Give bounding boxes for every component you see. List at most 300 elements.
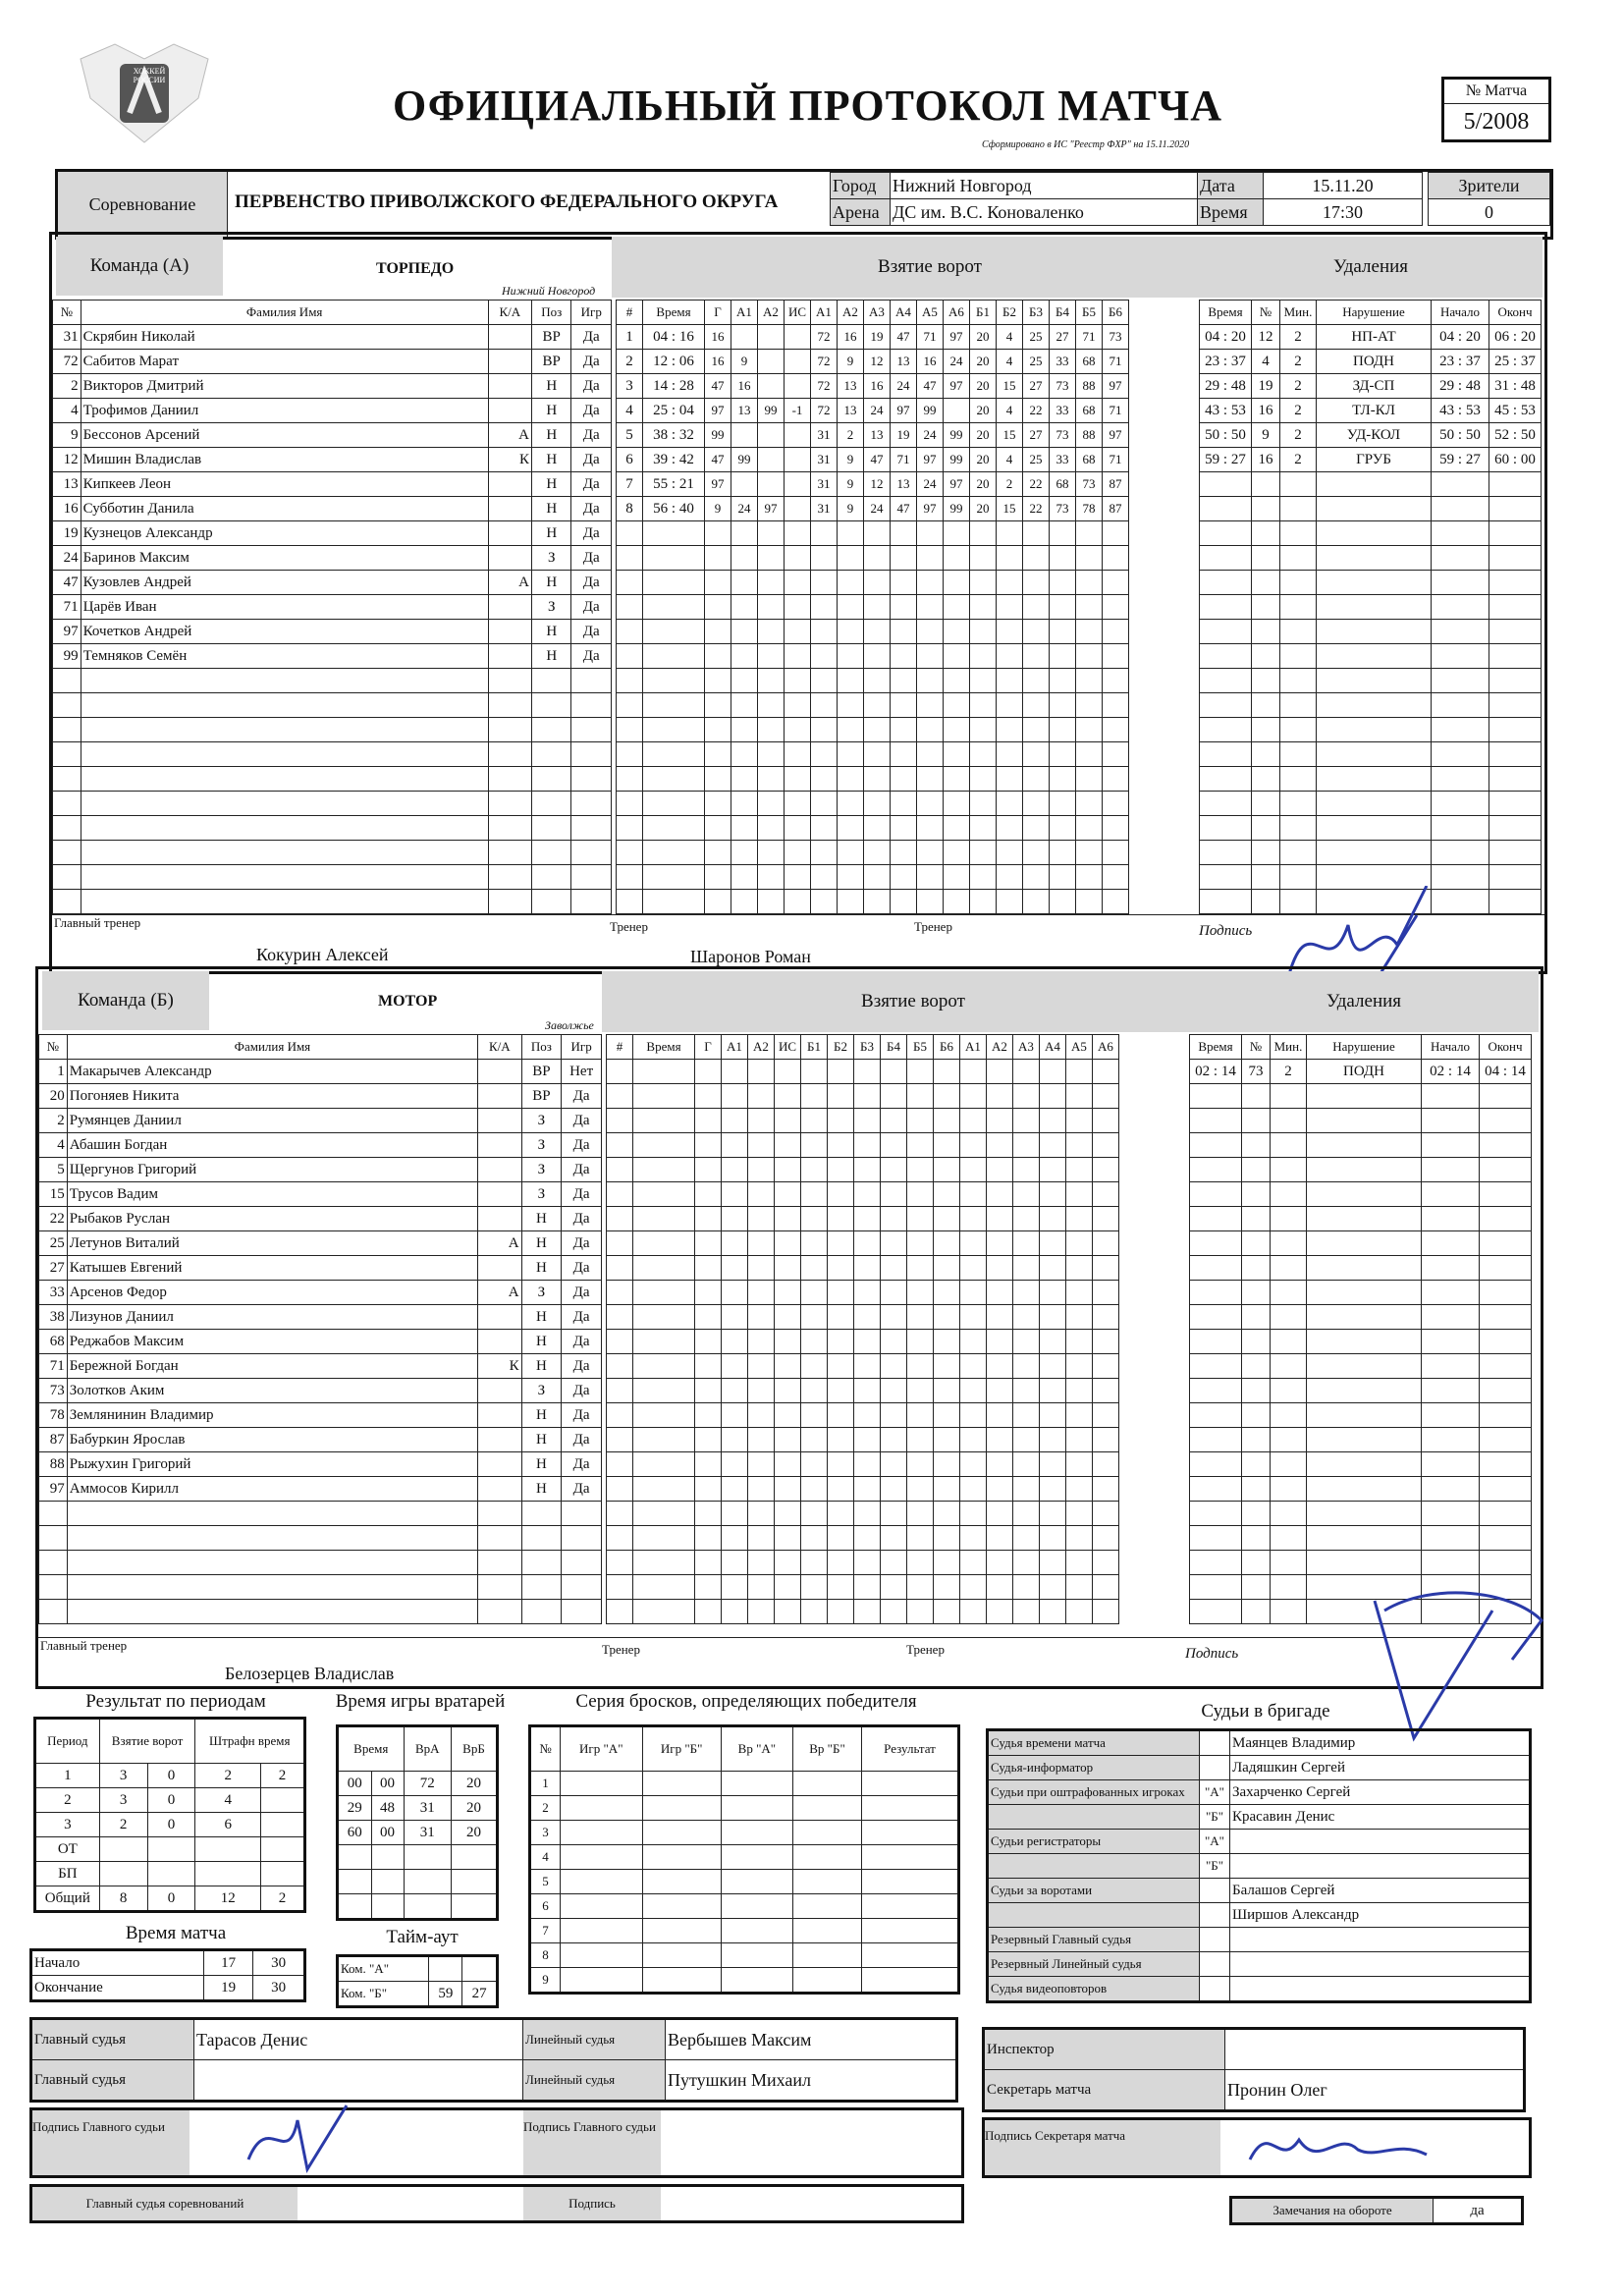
goal-cell — [854, 1256, 881, 1281]
goal-cell — [617, 890, 643, 914]
goal-cell — [970, 571, 997, 595]
end-h: 19 — [204, 1976, 253, 2001]
goal-cell — [775, 1526, 801, 1551]
goal-cell — [785, 792, 811, 816]
match-no-label: № Матча — [1443, 79, 1550, 104]
shootout-cell — [642, 1968, 721, 1994]
referee-row — [988, 1830, 1531, 1854]
goal-cell — [758, 546, 785, 571]
goal-cell — [748, 1575, 775, 1600]
goal-cell — [617, 620, 643, 644]
pen-cell — [1422, 1207, 1480, 1231]
penalty-row — [1190, 1526, 1532, 1551]
shootout-header: Вр "А" — [721, 1726, 792, 1772]
goal-cell — [944, 620, 970, 644]
player-pos: Н — [521, 1354, 562, 1379]
end-label: Окончание — [31, 1976, 204, 2001]
goal-cell — [607, 1354, 633, 1379]
goal-cell — [838, 865, 864, 890]
goal-cell — [1050, 816, 1076, 841]
goal-cell: 72 — [811, 374, 838, 399]
pen-cell — [1271, 1231, 1307, 1256]
goal-cell — [775, 1207, 801, 1231]
goal-cell — [1103, 595, 1129, 620]
pen-cell — [1307, 1281, 1422, 1305]
shootout-cell — [862, 1821, 959, 1845]
goal-cell — [881, 1477, 907, 1502]
goal-header: Г — [705, 301, 731, 325]
pen-cell — [1489, 693, 1542, 718]
shootout-cell — [721, 1894, 792, 1919]
pen-cell — [1317, 718, 1432, 742]
pen-cell — [1200, 890, 1252, 914]
player-play: Нет — [562, 1060, 602, 1084]
pen-cell — [1271, 1109, 1307, 1133]
goal-header: Б1 — [970, 301, 997, 325]
goal-cell — [785, 620, 811, 644]
inspector-label: Инспектор — [984, 2029, 1225, 2070]
player-pos: З — [521, 1182, 562, 1207]
goal-cell — [1093, 1354, 1119, 1379]
goal-cell — [775, 1330, 801, 1354]
pen-cell — [1190, 1231, 1242, 1256]
goal-header: Г — [695, 1035, 722, 1060]
pen-cell — [1480, 1379, 1532, 1403]
player-pos: ВР — [532, 350, 571, 374]
goalie-cell: 48 — [371, 1796, 404, 1821]
player-number — [39, 1526, 68, 1551]
goal-cell: 15 — [997, 374, 1023, 399]
match-no: 5/2008 — [1443, 104, 1550, 141]
goal-cell — [1066, 1403, 1093, 1428]
goal-cell — [811, 693, 838, 718]
pen-cell — [1242, 1256, 1271, 1281]
goal-cell — [695, 1207, 722, 1231]
goal-cell — [828, 1526, 854, 1551]
goal-cell — [907, 1256, 934, 1281]
timeout-table — [336, 1954, 499, 2008]
goal-cell — [731, 816, 758, 841]
goal-cell — [997, 792, 1023, 816]
goal-cell — [987, 1600, 1013, 1624]
goal-cell — [828, 1305, 854, 1330]
goal-cell — [1066, 1305, 1093, 1330]
logo-text: ХОККЕЙ РОССИИ — [133, 67, 166, 84]
pen-cell — [1480, 1231, 1532, 1256]
goal-cell — [1013, 1158, 1040, 1182]
penalty-row — [1200, 742, 1542, 767]
goal-row — [617, 374, 1129, 399]
goal-cell — [934, 1330, 960, 1354]
pen-header: Нарушение — [1317, 301, 1432, 325]
pen-time: 23 : 37 — [1200, 350, 1252, 374]
goal-cell — [944, 767, 970, 792]
shootout-number: 9 — [530, 1968, 561, 1994]
pen-cell — [1422, 1084, 1480, 1109]
periods-title: Результат по периодам — [85, 1691, 266, 1712]
player-row — [39, 1379, 602, 1403]
goal-cell — [864, 521, 891, 546]
goal-cell — [633, 1084, 695, 1109]
goal-cell — [1040, 1354, 1066, 1379]
goal-cell — [643, 841, 705, 865]
goal-header: А5 — [1066, 1035, 1093, 1060]
pen-cell — [1432, 693, 1489, 718]
end-m: 30 — [253, 1976, 305, 2001]
goal-header: Б4 — [1050, 301, 1076, 325]
goal-cell — [1066, 1281, 1093, 1305]
player-name: Викторов Дмитрий — [81, 374, 488, 399]
player-name — [81, 841, 488, 865]
referee-sub — [1200, 1730, 1230, 1756]
roster-header: № — [53, 301, 81, 325]
goal-cell — [838, 890, 864, 914]
goal-cell — [801, 1305, 828, 1330]
goal-cell: 72 — [811, 325, 838, 350]
pen-cell — [1271, 1575, 1307, 1600]
goal-cell — [881, 1502, 907, 1526]
shootout-row — [530, 1821, 959, 1845]
goal-row — [607, 1452, 1119, 1477]
penalty-row — [1190, 1428, 1532, 1452]
goal-cell — [607, 1526, 633, 1551]
goal-cell — [758, 423, 785, 448]
goal-header: ИС — [785, 301, 811, 325]
goal-cell: 99 — [917, 399, 944, 423]
player-pos: Н — [521, 1452, 562, 1477]
goal-cell — [775, 1084, 801, 1109]
goal-row — [607, 1084, 1119, 1109]
goal-cell: 12 — [864, 350, 891, 374]
pen-cell — [1422, 1551, 1480, 1575]
referee-role: Резервный Линейный судья — [988, 1952, 1200, 1977]
period-row — [35, 1886, 305, 1912]
shootout-cell — [642, 1870, 721, 1894]
pen-cell — [1317, 792, 1432, 816]
goal-cell — [811, 816, 838, 841]
goal-cell: 24 — [864, 399, 891, 423]
goal-cell — [748, 1354, 775, 1379]
goal-cell — [695, 1256, 722, 1281]
goal-cell — [633, 1379, 695, 1403]
shootout-cell — [642, 1796, 721, 1821]
goal-cell — [1103, 693, 1129, 718]
pen-cell — [1252, 669, 1280, 693]
goal-cell — [643, 767, 705, 792]
goal-cell — [970, 865, 997, 890]
goal-cell: 68 — [1076, 448, 1103, 472]
goal-cell: 13 — [838, 374, 864, 399]
player-play — [571, 669, 612, 693]
goal-cell — [881, 1551, 907, 1575]
shootout-cell — [561, 1845, 642, 1870]
goal-cell: 47 — [705, 448, 731, 472]
goal-cell — [617, 742, 643, 767]
goal-cell — [934, 1305, 960, 1330]
pen-cell — [1242, 1231, 1271, 1256]
goal-cell — [705, 718, 731, 742]
player-play: Да — [562, 1133, 602, 1158]
goal-cell: 24 — [864, 497, 891, 521]
pen-cell — [1480, 1502, 1532, 1526]
goal-cell — [838, 546, 864, 571]
goal-row — [617, 865, 1129, 890]
player-name — [81, 792, 488, 816]
start-m: 30 — [253, 1950, 305, 1976]
goal-cell — [917, 767, 944, 792]
goal-cell — [607, 1379, 633, 1403]
player-number — [39, 1600, 68, 1624]
player-pos: Н — [532, 521, 571, 546]
goal-cell — [1103, 521, 1129, 546]
goal-number: 7 — [617, 472, 643, 497]
goal-cell — [934, 1600, 960, 1624]
goal-cell — [722, 1330, 748, 1354]
penalty-row — [1190, 1207, 1532, 1231]
pen-min: 2 — [1280, 423, 1317, 448]
remarks-label: Замечания на обороте — [1231, 2198, 1434, 2224]
goal-cell — [1040, 1379, 1066, 1403]
pen-cell — [1432, 620, 1489, 644]
player-row — [53, 350, 612, 374]
goal-cell: 9 — [838, 472, 864, 497]
referee-name: Балашов Сергей — [1230, 1879, 1531, 1903]
goal-cell — [891, 669, 917, 693]
player-pos: Н — [521, 1403, 562, 1428]
goal-cell — [1040, 1305, 1066, 1330]
goal-cell — [607, 1502, 633, 1526]
pen-cell — [1242, 1109, 1271, 1133]
goal-cell — [1103, 669, 1129, 693]
player-name: Баринов Максим — [81, 546, 488, 571]
goal-cell — [775, 1354, 801, 1379]
shootout-cell — [561, 1894, 642, 1919]
goal-cell — [705, 865, 731, 890]
pen-header: Мин. — [1280, 301, 1317, 325]
player-pos — [521, 1526, 562, 1551]
penalty-row — [1200, 816, 1542, 841]
goal-cell — [695, 1305, 722, 1330]
goal-row — [607, 1305, 1119, 1330]
player-name: Щергунов Григорий — [67, 1158, 477, 1182]
goal-cell — [838, 718, 864, 742]
goal-cell — [970, 620, 997, 644]
referee-role: Судьи при оштрафованных игроках — [988, 1780, 1200, 1805]
penalty-row — [1200, 497, 1542, 521]
goal-row — [617, 841, 1129, 865]
goal-cell — [1093, 1551, 1119, 1575]
goal-row — [607, 1477, 1119, 1502]
pen-end: 04 : 14 — [1480, 1060, 1532, 1084]
pen-cell — [1280, 571, 1317, 595]
goal-cell — [970, 521, 997, 546]
goalie-cell: 31 — [404, 1796, 451, 1821]
shootout-cell — [793, 1821, 862, 1845]
goal-cell — [838, 669, 864, 693]
team-a-name: ТОРПЕДО — [376, 260, 455, 277]
chief-label: Главный судья соревнований — [32, 2187, 298, 2220]
referee-name: Захарченко Сергей — [1230, 1780, 1531, 1805]
goal-cell — [1040, 1330, 1066, 1354]
shootout-row — [530, 1943, 959, 1968]
referee-name — [1230, 1928, 1531, 1952]
pen-start: 29 : 48 — [1432, 374, 1489, 399]
penalty-row — [1200, 669, 1542, 693]
pen-cell — [1190, 1256, 1242, 1281]
goal-cell: 47 — [705, 374, 731, 399]
goal-cell — [1066, 1084, 1093, 1109]
goal-cell — [617, 595, 643, 620]
player-number: 68 — [39, 1330, 68, 1354]
goal-cell — [731, 669, 758, 693]
shootout-number: 8 — [530, 1943, 561, 1968]
shootout-cell — [793, 1845, 862, 1870]
goal-cell — [785, 742, 811, 767]
player-name: Кипкеев Леон — [81, 472, 488, 497]
goal-cell: 71 — [917, 325, 944, 350]
goal-cell — [695, 1330, 722, 1354]
goal-cell — [934, 1502, 960, 1526]
pen-cell — [1480, 1133, 1532, 1158]
period-value — [195, 1837, 261, 1862]
goal-row — [617, 816, 1129, 841]
pen-end: 06 : 20 — [1489, 325, 1542, 350]
goal-cell — [801, 1575, 828, 1600]
period-value: 2 — [195, 1764, 261, 1788]
goal-cell — [731, 644, 758, 669]
goal-cell — [695, 1281, 722, 1305]
goal-time: 39 : 42 — [643, 448, 705, 472]
sig-main2-label: Подпись Главного судьи — [523, 2110, 661, 2175]
goal-header: Б2 — [997, 301, 1023, 325]
penalty-row — [1190, 1158, 1532, 1182]
pen-cell — [1271, 1502, 1307, 1526]
pen-cell — [1280, 595, 1317, 620]
goal-header: # — [617, 301, 643, 325]
goal-cell — [1093, 1575, 1119, 1600]
goal-cell — [917, 890, 944, 914]
player-number: 1 — [39, 1060, 68, 1084]
goal-cell — [960, 1182, 987, 1207]
goal-cell — [1093, 1600, 1119, 1624]
player-name: Аммосов Кирилл — [67, 1477, 477, 1502]
goal-cell — [731, 423, 758, 448]
goal-row — [607, 1354, 1119, 1379]
goal-row — [607, 1281, 1119, 1305]
goal-cell — [891, 767, 917, 792]
goal-cell — [891, 620, 917, 644]
team-a-city: Нижний Новгород — [502, 284, 596, 298]
shootout-cell — [862, 1772, 959, 1796]
pen-cell — [1190, 1379, 1242, 1403]
goal-cell — [748, 1109, 775, 1133]
pen-cell — [1422, 1109, 1480, 1133]
pen-cell — [1307, 1526, 1422, 1551]
goal-cell — [1103, 841, 1129, 865]
goal-cell: 9 — [838, 350, 864, 374]
goal-cell — [1076, 521, 1103, 546]
goal-cell — [934, 1084, 960, 1109]
head-coach-label-b: Главный тренер — [40, 1638, 128, 1653]
goal-cell — [1023, 595, 1050, 620]
pen-cell — [1307, 1158, 1422, 1182]
pen-cell — [1432, 472, 1489, 497]
pen-cell — [1271, 1158, 1307, 1182]
goal-cell — [607, 1575, 633, 1600]
pen-player: 16 — [1252, 399, 1280, 423]
pen-cell — [1422, 1305, 1480, 1330]
pen-cell — [1242, 1575, 1271, 1600]
goal-cell — [838, 595, 864, 620]
goal-header: А2 — [987, 1035, 1013, 1060]
roster-header: Поз — [521, 1035, 562, 1060]
goal-cell — [811, 718, 838, 742]
goal-cell — [811, 890, 838, 914]
penalty-row — [1190, 1060, 1532, 1084]
goal-cell — [1066, 1477, 1093, 1502]
goal-row — [617, 423, 1129, 448]
goal-cell — [748, 1428, 775, 1452]
goal-cell — [785, 865, 811, 890]
pen-cell — [1190, 1403, 1242, 1428]
player-row — [39, 1428, 602, 1452]
competition-label: Соревнование — [58, 172, 228, 237]
goal-cell — [695, 1133, 722, 1158]
goal-cell — [617, 816, 643, 841]
goal-cell — [960, 1600, 987, 1624]
pen-player: 9 — [1252, 423, 1280, 448]
goal-cell — [934, 1256, 960, 1281]
penalty-row — [1190, 1133, 1532, 1158]
goal-cell: 97 — [944, 472, 970, 497]
pen-cell — [1317, 742, 1432, 767]
goal-cell — [785, 448, 811, 472]
player-name — [67, 1502, 477, 1526]
goal-cell — [758, 374, 785, 399]
period-value — [147, 1862, 195, 1886]
referee-row — [988, 1903, 1531, 1928]
player-play: Да — [571, 571, 612, 595]
goal-cell — [997, 546, 1023, 571]
pen-header: Мин. — [1271, 1035, 1307, 1060]
player-ka — [488, 595, 531, 620]
goal-cell — [960, 1526, 987, 1551]
goal-row — [617, 546, 1129, 571]
period-value: 3 — [99, 1788, 147, 1813]
goal-cell — [643, 546, 705, 571]
goal-cell — [838, 693, 864, 718]
goal-cell — [960, 1477, 987, 1502]
penalty-row — [1190, 1502, 1532, 1526]
pen-header: № — [1242, 1035, 1271, 1060]
pen-cell — [1200, 865, 1252, 890]
goal-cell — [1040, 1133, 1066, 1158]
period-value — [147, 1837, 195, 1862]
player-pos: З — [532, 546, 571, 571]
coach-label-b: Тренер — [602, 1642, 640, 1657]
goal-cell: 99 — [944, 423, 970, 448]
goal-cell — [864, 865, 891, 890]
goal-cell — [1103, 620, 1129, 644]
goal-cell — [705, 767, 731, 792]
pen-cell — [1271, 1379, 1307, 1403]
shootout-cell — [721, 1845, 792, 1870]
goal-cell: 27 — [1023, 423, 1050, 448]
goal-cell — [1023, 571, 1050, 595]
player-row — [53, 472, 612, 497]
pen-header: Время — [1190, 1035, 1242, 1060]
shootout-table — [528, 1724, 960, 1995]
